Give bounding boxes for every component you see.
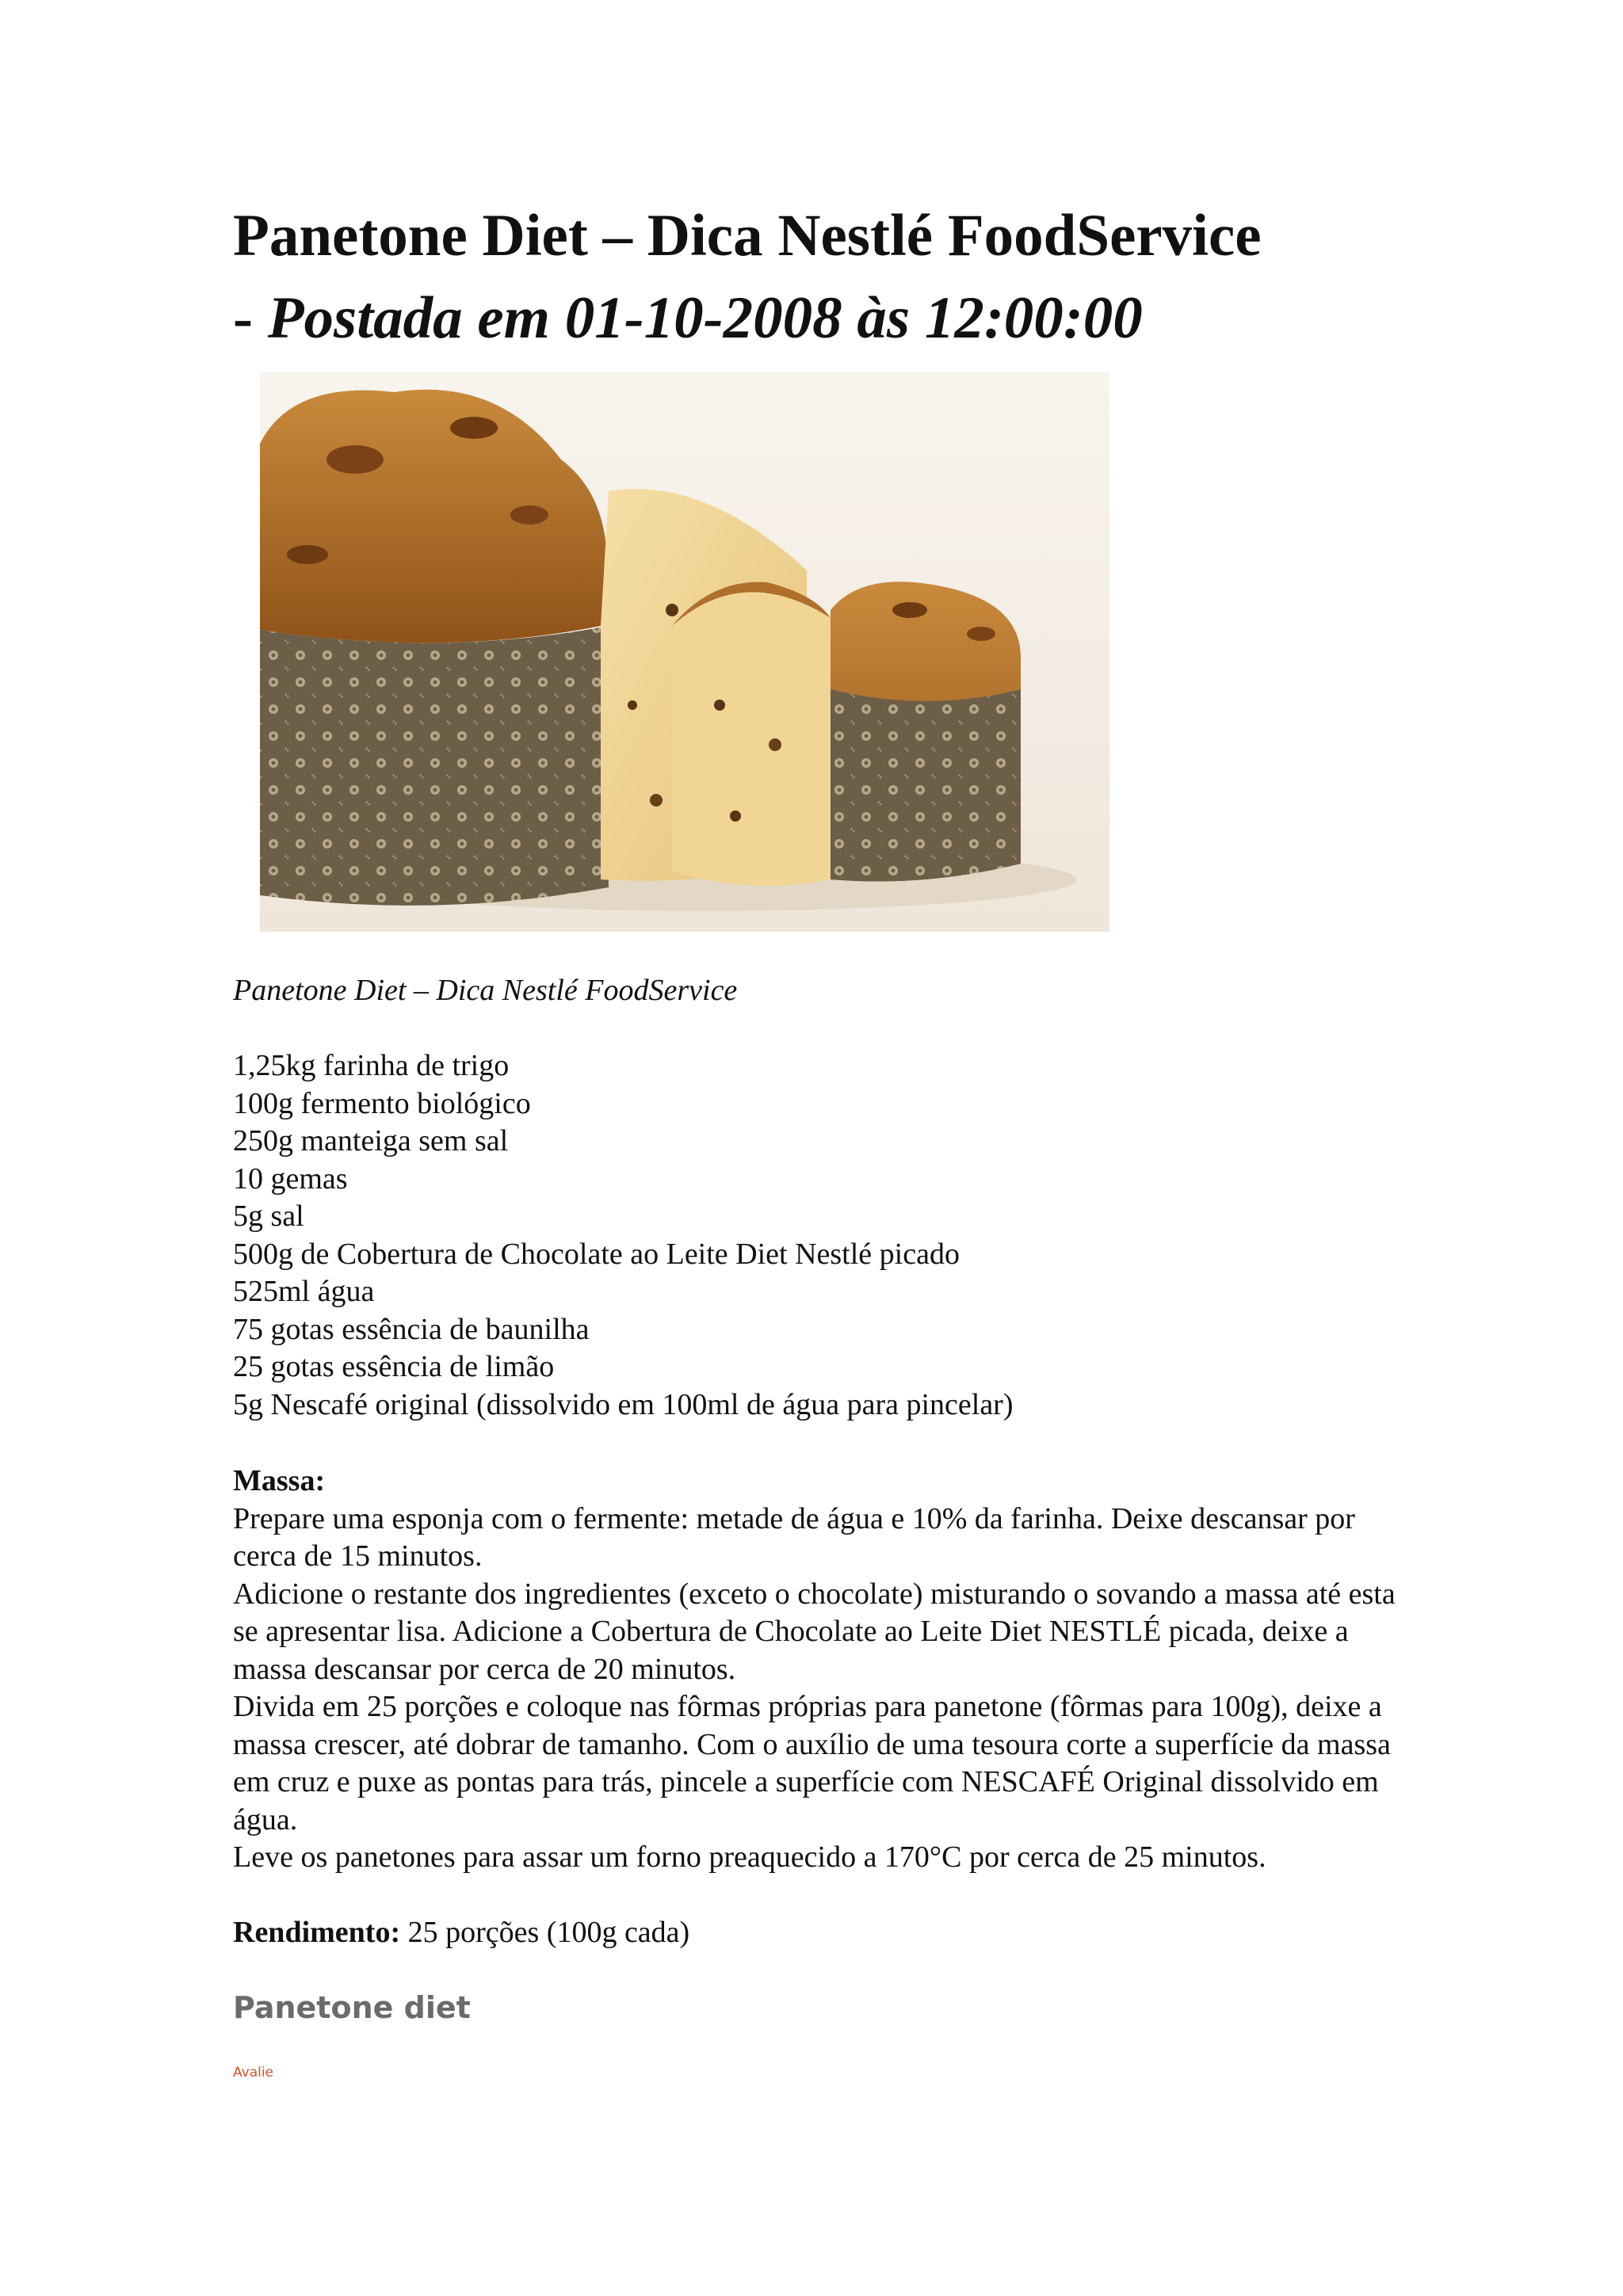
title-line-posted [233, 277, 1262, 360]
ingredient-item: 25 gotas essência de limão [233, 1350, 555, 1383]
rate-link[interactable]: Avalie [233, 2065, 274, 2081]
yield-label: Rendimento: [233, 1916, 401, 1949]
method-step: Leve os panetones para assar um forno preaquecido a 170°C por cerca de 25 minutos. [233, 1840, 1266, 1874]
ingredient-item: 100g fermento biológico [233, 1086, 531, 1120]
method-heading: Massa: [233, 1464, 326, 1497]
page-title [233, 195, 1262, 360]
method-step: Adicione o restante dos ingredientes (exceto o chocolate) misturando o sovando a massa até esta se apresentar lisa. Adicione a Cobertura de Chocolate ao Leite Diet NESTLÉ picada, deixe a massa descansar por cerca de 20 minutos. [233, 1577, 1396, 1686]
method-step: Divida em 25 porções e coloque nas fôrmas próprias para panetone (fôrmas para 100g), deixe a massa crescer, até dobrar de tamanho. Com o auxílio de uma tesoura corte a superfície da massa em cruz e puxe as pontas para trás, pincele a superfície com NESCAFÉ Original dissolvido em água. [233, 1690, 1391, 1836]
ingredient-item: 75 gotas essência de baunilha [233, 1312, 590, 1346]
title-dash: - [233, 285, 268, 351]
method-step: Prepare uma esponja com o fermente: metade de água e 10% da farinha. Deixe descansar por cerca de 15 minutos. [233, 1501, 1355, 1573]
image-caption: Panetone Diet – Dica Nestlé FoodService [233, 974, 738, 1007]
ingredient-item: 10 gemas [233, 1161, 348, 1196]
yield-line [233, 1913, 689, 1951]
ingredient-item: 1,25kg farinha de trigo [233, 1049, 510, 1082]
yield-value: 25 porções (100g cada) [400, 1916, 690, 1949]
ingredients-list [233, 1047, 1014, 1424]
method-section [233, 1463, 1422, 1877]
post-date: Postada em 01-10-2008 às 12:00:00 [267, 285, 1143, 351]
ingredient-item: 250g manteiga sem sal [233, 1124, 509, 1158]
ingredient-item: 525ml água [233, 1275, 375, 1308]
ingredient-item: 500g de Cobertura de Chocolate ao Leite Diet Nestlé picado [233, 1237, 960, 1271]
recipe-subheading: Panetone diet [233, 1990, 471, 2025]
ingredient-item: 5g Nescafé original (dissolvido em 100ml de água para pincelar) [233, 1387, 1014, 1421]
panettone-illustration [260, 372, 1109, 932]
title-line-main: Panetone Diet – Dica Nestlé FoodService [233, 203, 1262, 269]
ingredient-item: 5g sal [233, 1199, 304, 1233]
panettone-photo [260, 372, 1109, 932]
